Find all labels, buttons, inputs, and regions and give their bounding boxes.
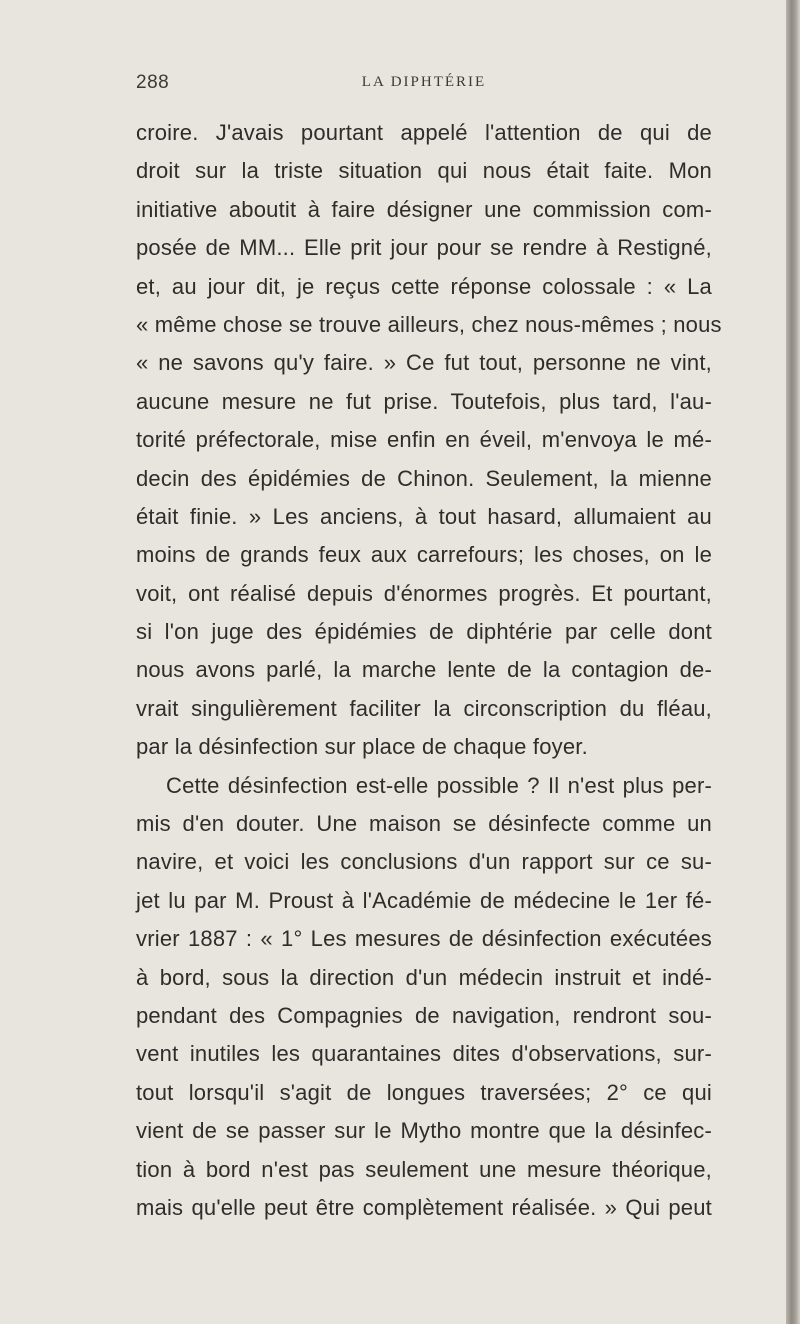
text-line: et, au jour dit, je reçus cette réponse colossale : « La bbox=[136, 273, 712, 299]
text-line: droit sur la triste situation qui nous était faite. Mon bbox=[136, 158, 712, 184]
text-line: tion à bord n'est pas seulement une mesure théorique, bbox=[136, 1156, 712, 1182]
page-header bbox=[136, 72, 712, 102]
text-line: tout lorsqu'il s'agit de longues traversées; 2° ce qui bbox=[136, 1079, 712, 1105]
page-edge bbox=[786, 0, 800, 1324]
text-line: « même chose se trouve ailleurs, chez nous-mêmes ; nous bbox=[136, 311, 722, 337]
body-text bbox=[136, 114, 722, 1227]
text-line: « ne savons qu'y faire. » Ce fut tout, personne ne vint, bbox=[136, 350, 712, 376]
text-line: navire, et voici les conclusions d'un rapport sur ce su- bbox=[136, 849, 712, 875]
text-line: par la désinfection sur place de chaque foyer. bbox=[136, 734, 588, 760]
text-line: jet lu par M. Proust à l'Académie de médecine le 1er fé- bbox=[136, 887, 712, 913]
text-line: vent inutiles les quarantaines dites d'observations, sur- bbox=[136, 1041, 712, 1067]
text-line: était finie. » Les anciens, à tout hasard, allumaient au bbox=[136, 503, 712, 529]
text-line: vrier 1887 : « 1° Les mesures de désinfection exécutées bbox=[136, 926, 712, 952]
text-line: mis d'en douter. Une maison se désinfecte comme un bbox=[136, 811, 712, 837]
text-line: mais qu'elle peut être complètement réalisée. » Qui peut bbox=[136, 1194, 712, 1220]
text-line: Cette désinfection est-elle possible ? Il n'est plus per- bbox=[166, 772, 712, 798]
text-line: initiative aboutit à faire désigner une commission com- bbox=[136, 196, 712, 222]
text-line: decin des épidémies de Chinon. Seulement, la mienne bbox=[136, 465, 712, 491]
running-head: LA DIPHTÉRIE bbox=[361, 74, 487, 90]
text-line: vrait singulièrement faciliter la circonscription du fléau, bbox=[136, 695, 712, 721]
text-line: à bord, sous la direction d'un médecin instruit et indé- bbox=[136, 964, 712, 990]
text-line: croire. J'avais pourtant appelé l'attention de qui de bbox=[136, 120, 712, 145]
text-line: aucune mesure ne fut prise. Toutefois, plus tard, l'au- bbox=[136, 388, 712, 414]
text-line: torité préfectorale, mise enfin en éveil, m'envoya le mé- bbox=[136, 427, 712, 453]
text-line: pendant des Compagnies de navigation, rendront sou- bbox=[136, 1002, 712, 1028]
text-line: vient de se passer sur le Mytho montre que la désinfec- bbox=[136, 1118, 712, 1144]
page-number: 288 bbox=[136, 72, 170, 93]
text-line: moins de grands feux aux carrefours; les choses, on le bbox=[136, 542, 712, 568]
text-line: si l'on juge des épidémies de diphtérie par celle dont bbox=[136, 619, 712, 645]
text-line: voit, ont réalisé depuis d'énormes progrès. Et pourtant, bbox=[136, 580, 712, 606]
text-line: nous avons parlé, la marche lente de la contagion de- bbox=[136, 657, 712, 683]
text-line: posée de MM... Elle prit jour pour se rendre à Restigné, bbox=[136, 235, 712, 261]
